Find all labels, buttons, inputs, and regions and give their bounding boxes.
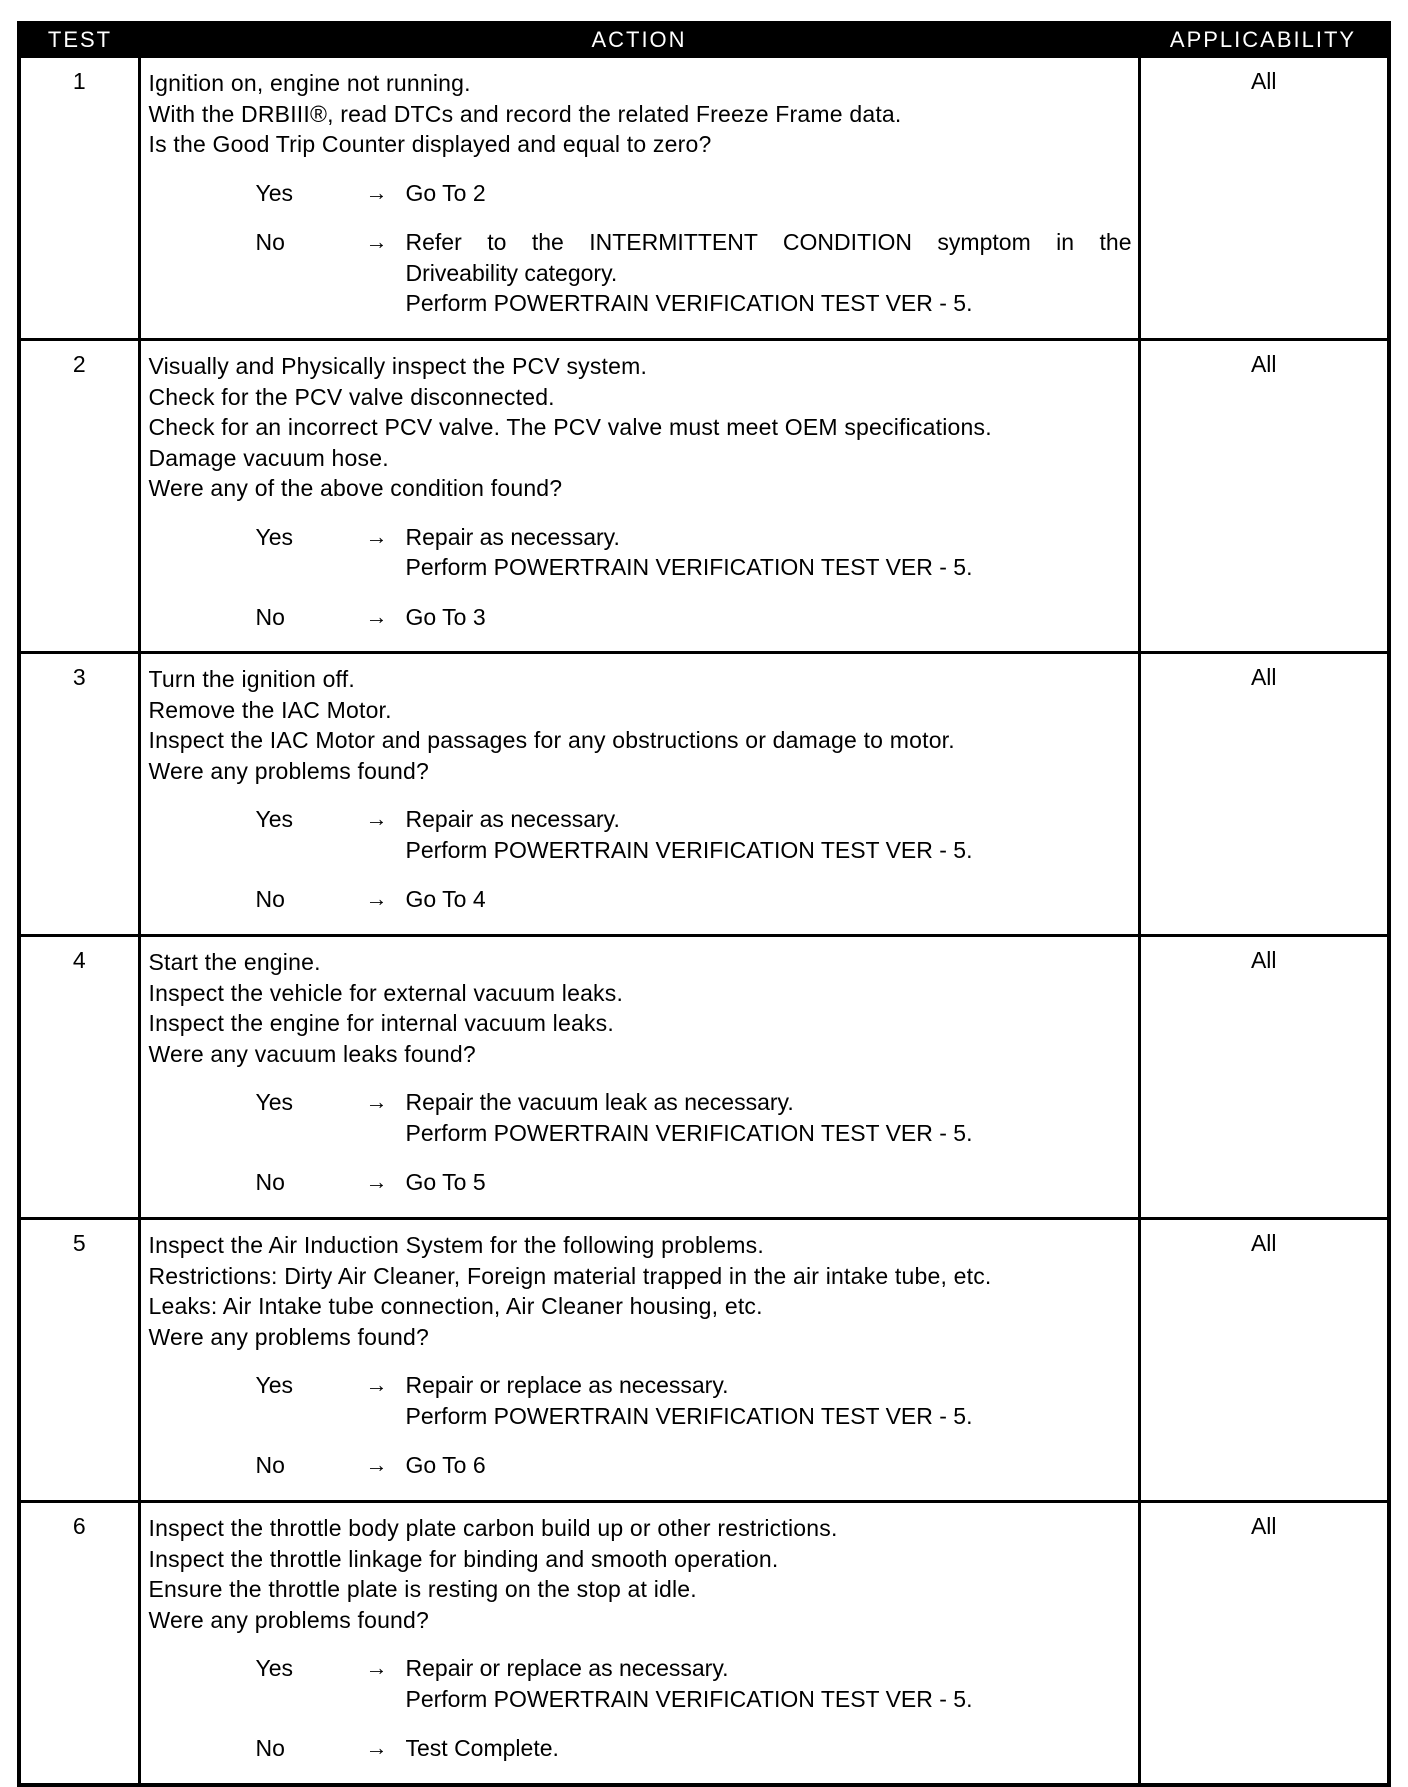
applicability-cell: All [1139, 1502, 1389, 1786]
applicability-cell: All [1139, 936, 1389, 1219]
table-row [19, 340, 1389, 653]
diagnostic-test-table [17, 21, 1391, 1787]
applicability-cell: All [1139, 1219, 1389, 1502]
action-cell [139, 1502, 1139, 1786]
right-arrow-icon: → [365, 1655, 388, 1680]
instruction-line: Damage vacuum hose. [148, 444, 389, 471]
instruction-line: Inspect the Air Induction System for the following problems. [148, 1232, 764, 1258]
instruction-line: Inspect the engine for internal vacuum leaks. [148, 1010, 614, 1036]
right-arrow-icon: → [365, 1452, 388, 1477]
test-number: 1 [19, 57, 139, 340]
answer-group [149, 1087, 1132, 1198]
answer-label: No [255, 1169, 285, 1195]
instruction-line: Restrictions: Dirty Air Cleaner, Foreign material trapped in the air intake tube, etc. [148, 1262, 992, 1289]
answer-text [406, 804, 1132, 865]
instruction-line: Were any of the above condition found? [148, 475, 563, 501]
answer-label: Yes [255, 1372, 294, 1398]
answer-line: Go To 5 [405, 1169, 486, 1195]
instruction-line: Were any vacuum leaks found? [148, 1040, 476, 1067]
answer-line: Repair as necessary. [405, 523, 620, 550]
test-number: 6 [19, 1502, 139, 1786]
instruction-line: Inspect the vehicle for external vacuum leaks. [148, 979, 624, 1006]
answer-label: Yes [255, 179, 294, 206]
right-arrow-icon: → [365, 603, 388, 629]
header-action: ACTION [139, 23, 1139, 57]
answer-text [406, 227, 1132, 319]
answer-line: Perform POWERTRAIN VERIFICATION TEST VER - 5. [405, 1119, 973, 1146]
answer-no [256, 1167, 1132, 1198]
instruction-line: Were any problems found? [148, 1606, 430, 1633]
header-test: TEST [19, 23, 139, 57]
instruction-line: Ensure the throttle plate is resting on the stop at idle. [148, 1576, 697, 1602]
instruction-line: Were any problems found? [148, 757, 430, 784]
right-arrow-icon: → [365, 1372, 388, 1397]
instruction-line: Inspect the throttle body plate carbon build up or other restrictions. [148, 1515, 838, 1541]
instruction-line: Inspect the IAC Motor and passages for any obstructions or damage to motor. [148, 727, 955, 753]
answer-label: No [255, 229, 285, 255]
answer-label: No [255, 1452, 285, 1478]
instruction-line: Visually and Physically inspect the PCV system. [148, 353, 648, 379]
answer-line: Perform POWERTRAIN VERIFICATION TEST VER - 5. [405, 554, 973, 580]
table-row [19, 936, 1389, 1219]
answer-yes [256, 178, 1132, 209]
right-arrow-icon: → [365, 1735, 388, 1760]
test-number: 2 [19, 340, 139, 653]
answer-label: No [255, 1735, 285, 1761]
answer-no [256, 884, 1132, 915]
right-arrow-icon: → [365, 886, 388, 911]
test-number: 5 [19, 1219, 139, 1502]
right-arrow-icon: → [365, 523, 388, 549]
answer-yes [256, 522, 1132, 583]
answer-text [406, 1087, 1132, 1148]
answer-text [406, 1167, 1132, 1198]
answer-text [406, 884, 1132, 915]
answer-group [149, 1370, 1132, 1481]
answer-text [406, 1733, 1132, 1764]
answer-label: No [255, 603, 285, 630]
answer-label: Yes [255, 1089, 294, 1115]
instruction-line: Were any problems found? [148, 1323, 430, 1350]
instruction-line: Remove the IAC Motor. [148, 696, 392, 723]
answer-line: Go To 4 [405, 886, 486, 912]
answer-line: Repair or replace as necessary. [405, 1655, 729, 1681]
instruction-line: Is the Good Trip Counter displayed and equal to zero? [148, 131, 712, 157]
answer-text [406, 1450, 1132, 1481]
action-cell [139, 653, 1139, 936]
answer-line: Test Complete. [405, 1735, 559, 1761]
answer-line: Repair as necessary. [405, 806, 620, 832]
answer-label: No [255, 886, 285, 912]
answer-no [256, 227, 1132, 319]
instruction-line: Inspect the throttle linkage for binding and smooth operation. [148, 1545, 779, 1572]
answer-text [406, 178, 1132, 209]
answer-label: Yes [255, 806, 294, 832]
answer-line: Go To 6 [405, 1452, 486, 1478]
answer-no [256, 602, 1132, 633]
instruction-line: Start the engine. [148, 949, 321, 975]
answer-yes [256, 1087, 1132, 1148]
answer-group [149, 1653, 1132, 1764]
answer-text [406, 522, 1132, 583]
answer-text [406, 1653, 1132, 1714]
answer-line: Go To 2 [405, 179, 486, 206]
answer-line: Repair the vacuum leak as necessary. [405, 1089, 794, 1115]
right-arrow-icon: → [365, 1169, 388, 1194]
answer-line: Perform POWERTRAIN VERIFICATION TEST VER - 5. [405, 1685, 973, 1712]
test-number: 4 [19, 936, 139, 1219]
answer-yes [256, 804, 1132, 865]
answer-text [406, 1370, 1132, 1431]
action-cell [139, 1219, 1139, 1502]
answer-text [406, 602, 1132, 633]
instruction-line: Turn the ignition off. [148, 666, 355, 692]
answer-group [149, 804, 1132, 915]
header-applicability: APPLICABILITY [1139, 23, 1389, 57]
answer-line: Perform POWERTRAIN VERIFICATION TEST VER - 5. [405, 1402, 973, 1429]
applicability-cell: All [1139, 340, 1389, 653]
action-cell [139, 57, 1139, 340]
table-row [19, 1219, 1389, 1502]
applicability-cell: All [1139, 57, 1389, 340]
test-number: 3 [19, 653, 139, 936]
instruction-line: Check for an incorrect PCV valve. The PCV valve must meet OEM specifications. [148, 414, 992, 440]
answer-yes [256, 1370, 1132, 1431]
right-arrow-icon: → [365, 806, 388, 831]
answer-no [256, 1733, 1132, 1764]
table-header-row [19, 23, 1389, 57]
answer-group [149, 178, 1132, 319]
instruction-line: Check for the PCV valve disconnected. [148, 383, 555, 410]
instruction-line: Ignition on, engine not running. [148, 70, 471, 96]
answer-line: Refer to the INTERMITTENT CONDITION symptom in the [405, 229, 1132, 255]
action-cell [139, 936, 1139, 1219]
answer-no [256, 1450, 1132, 1481]
table-body [19, 57, 1389, 1786]
answer-label: Yes [255, 1655, 294, 1681]
answer-line: Driveability category. [405, 259, 618, 286]
answer-line: Repair or replace as necessary. [405, 1372, 729, 1398]
table-row [19, 653, 1389, 936]
right-arrow-icon: → [365, 179, 388, 205]
table-row [19, 57, 1389, 340]
applicability-cell: All [1139, 653, 1389, 936]
answer-line: Perform POWERTRAIN VERIFICATION TEST VER - 5. [405, 836, 973, 863]
answer-line: Go To 3 [405, 603, 486, 630]
action-cell [139, 340, 1139, 653]
right-arrow-icon: → [365, 229, 388, 254]
answer-group [149, 522, 1132, 633]
answer-yes [256, 1653, 1132, 1714]
answer-label: Yes [255, 523, 294, 550]
instruction-line: Leaks: Air Intake tube connection, Air Cleaner housing, etc. [148, 1293, 763, 1319]
instruction-line: With the DRBIII®, read DTCs and record the related Freeze Frame data. [148, 100, 902, 127]
right-arrow-icon: → [365, 1089, 388, 1114]
answer-line: Perform POWERTRAIN VERIFICATION TEST VER - 5. [405, 290, 973, 316]
table-row [19, 1502, 1389, 1786]
